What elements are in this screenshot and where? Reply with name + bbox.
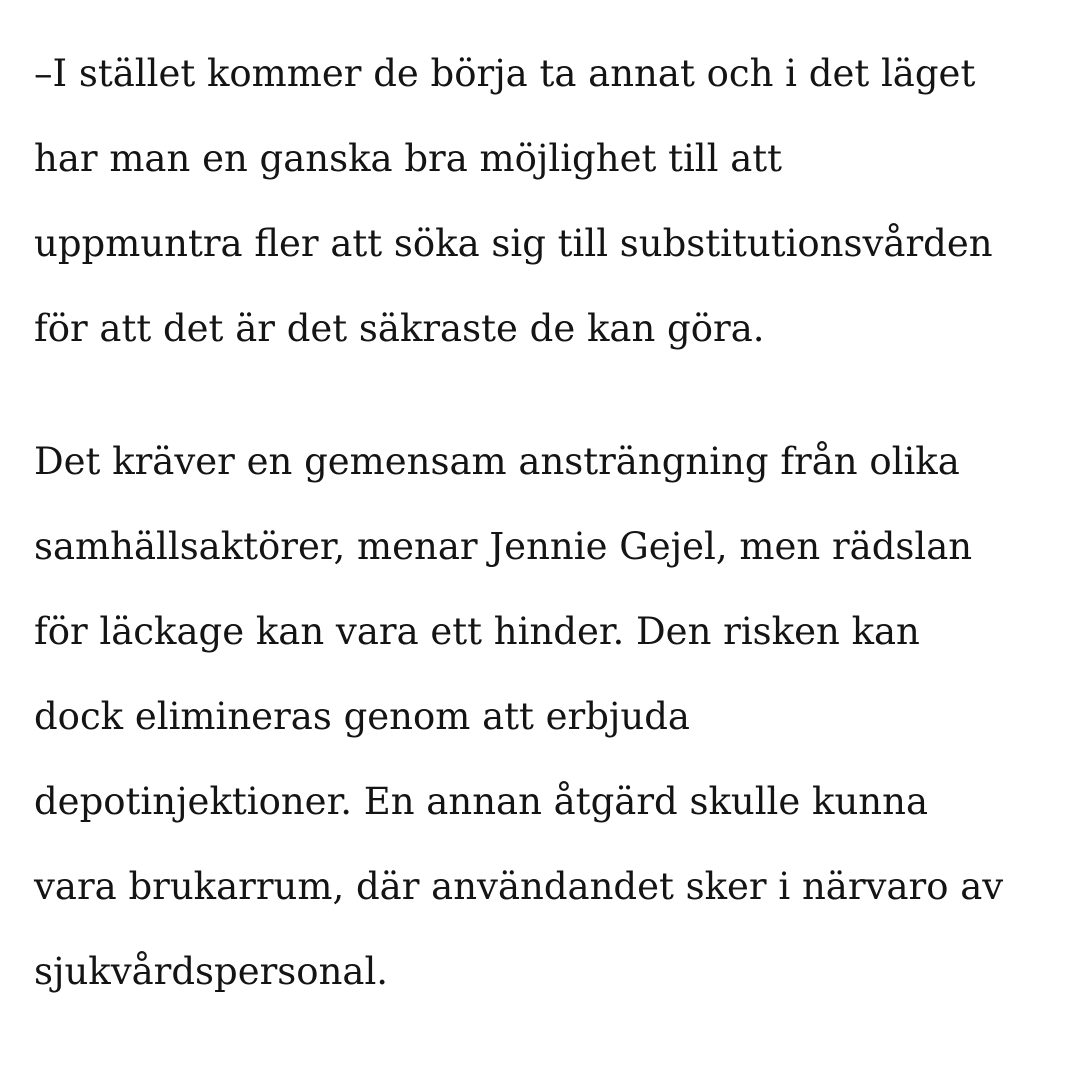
paragraph-quote bbox=[34, 40, 1064, 380]
text-line: uppmuntra fler att söka sig till substitutionsvården bbox=[34, 222, 993, 265]
text-line: sjukvårdspersonal. bbox=[34, 950, 389, 993]
paragraph-body bbox=[34, 428, 1064, 1023]
text-line: för att det är det säkraste de kan göra. bbox=[34, 307, 765, 350]
paragraph-spacer bbox=[34, 380, 1064, 428]
text-line: samhällsaktörer, menar Jennie Gejel, men rädslan bbox=[34, 525, 973, 568]
text-line: dock elimineras genom att erbjuda bbox=[34, 695, 690, 738]
text-line: vara brukarrum, där användandet sker i närvaro av bbox=[34, 865, 1004, 908]
text-line: har man en ganska bra möjlighet till att bbox=[34, 137, 783, 180]
text-line: Det kräver en gemensam ansträngning från olika bbox=[34, 440, 960, 483]
article-body bbox=[34, 40, 1064, 1023]
text-line: för läckage kan vara ett hinder. Den risken kan bbox=[34, 610, 920, 653]
text-line: –I stället kommer de börja ta annat och i det läget bbox=[34, 52, 976, 95]
text-line: depotinjektioner. En annan åtgärd skulle kunna bbox=[34, 780, 929, 823]
